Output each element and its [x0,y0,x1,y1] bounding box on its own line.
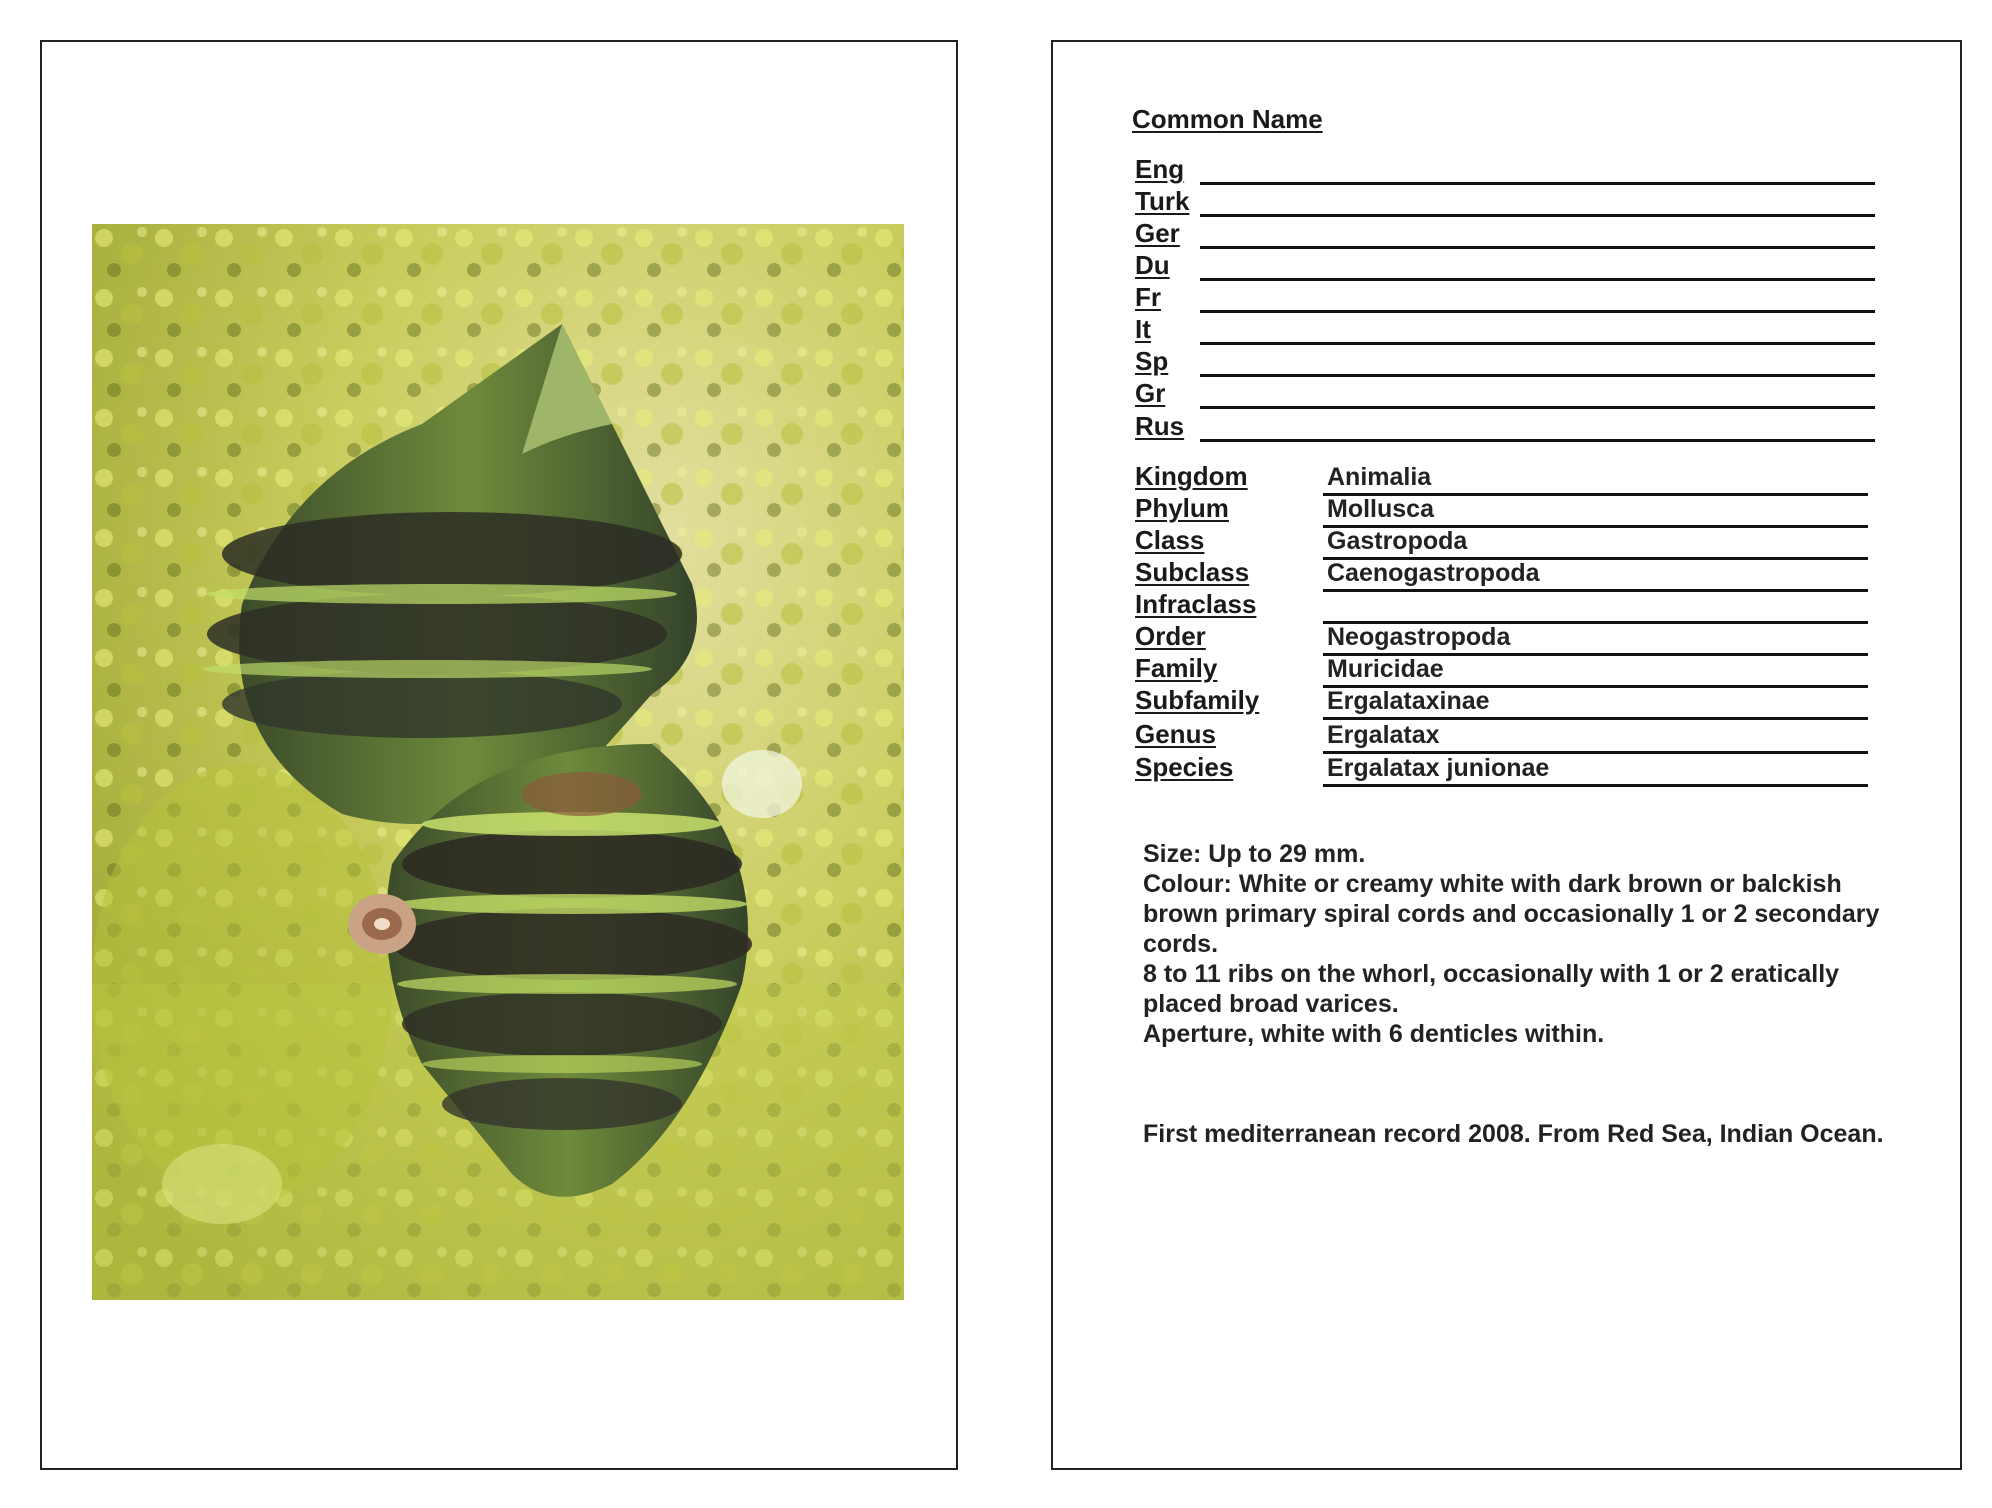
language-label: Gr [1135,378,1166,408]
size-text: Size: Up to 29 mm. [1143,840,1366,868]
colour-text: Colour: White or creamy white with dark brown or balckish brown primary spiral cords and occasionally 1 or 2 secondary cords. [1143,870,1880,958]
name-entry-line [1200,439,1875,442]
common-name-row-rus [1135,411,1875,443]
taxonomy-row-order [1135,621,1868,653]
taxonomy-value [1323,591,1868,624]
language-label: Turk [1135,186,1190,216]
shell-photo-illustration [92,224,904,1300]
common-name-row-it [1135,314,1875,346]
aperture-text: Aperture, white with 6 denticles within. [1143,1020,1605,1048]
common-name-row-eng [1135,154,1875,186]
taxonomy-row-genus [1135,719,1868,751]
language-label: Sp [1135,346,1169,376]
name-entry-line [1200,374,1875,377]
common-name-row-ger [1135,218,1875,250]
taxonomy-row-kingdom [1135,461,1868,493]
taxonomy-rank-label: Family [1135,653,1218,683]
taxonomy-rank-label: Species [1135,752,1234,782]
taxonomy-row-subfamily [1135,685,1868,717]
taxonomy-value: Mollusca [1323,495,1868,528]
common-name-row-fr [1135,282,1875,314]
species-description [1143,839,1903,1049]
taxonomy-rank-label: Class [1135,525,1205,555]
taxonomy-value: Caenogastropoda [1323,559,1868,592]
taxonomy-value: Neogastropoda [1323,623,1868,656]
name-entry-line [1200,406,1875,409]
taxonomy-value: Muricidae [1323,655,1868,688]
record-note [1143,1119,1903,1149]
taxonomy-rank-label: Phylum [1135,493,1229,523]
language-label: Rus [1135,411,1185,441]
language-label: Du [1135,250,1170,280]
taxonomy-value: Ergalatax [1323,721,1868,754]
taxonomy-rank-label: Subfamily [1135,685,1260,715]
name-entry-line [1200,182,1875,185]
taxonomy-rank-label: Kingdom [1135,461,1248,491]
name-entry-line [1200,278,1875,281]
taxonomy-row-phylum [1135,493,1868,525]
taxonomy-value: Ergalataxinae [1323,687,1868,720]
name-entry-line [1200,214,1875,217]
taxonomy-row-species [1135,752,1868,784]
taxonomy-rank-label: Genus [1135,719,1216,749]
taxonomy-row-infraclass [1135,589,1868,621]
taxonomy-row-family [1135,653,1868,685]
taxonomy-rank-label: Infraclass [1135,589,1257,619]
common-name-row-turk [1135,186,1875,218]
taxonomy-value: Animalia [1323,463,1868,496]
taxonomy-row-subclass [1135,557,1868,589]
language-label: Fr [1135,282,1161,312]
name-entry-line [1200,310,1875,313]
taxonomy-rank-label: Subclass [1135,557,1250,587]
specimen-photo [92,224,904,1300]
record-text: First mediterranean record 2008. From Red Sea, Indian Ocean. [1143,1120,1884,1148]
taxonomy-row-class [1135,525,1868,557]
common-name-row-du [1135,250,1875,282]
language-label: It [1135,314,1151,344]
taxonomy-value: Gastropoda [1323,527,1868,560]
name-entry-line [1200,342,1875,345]
taxonomy-rank-label: Order [1135,621,1206,651]
name-entry-line [1200,246,1875,249]
ribs-text: 8 to 11 ribs on the whorl, occasionally with 1 or 2 eratically placed broad varices. [1143,960,1840,1018]
right-page [1051,40,1962,1470]
language-label: Ger [1135,218,1180,248]
common-name-heading: Common Name [1132,104,1323,134]
common-name-row-gr [1135,378,1875,410]
language-label: Eng [1135,154,1185,184]
common-name-row-sp [1135,346,1875,378]
left-page [40,40,958,1470]
taxonomy-value: Ergalatax junionae [1323,754,1868,787]
